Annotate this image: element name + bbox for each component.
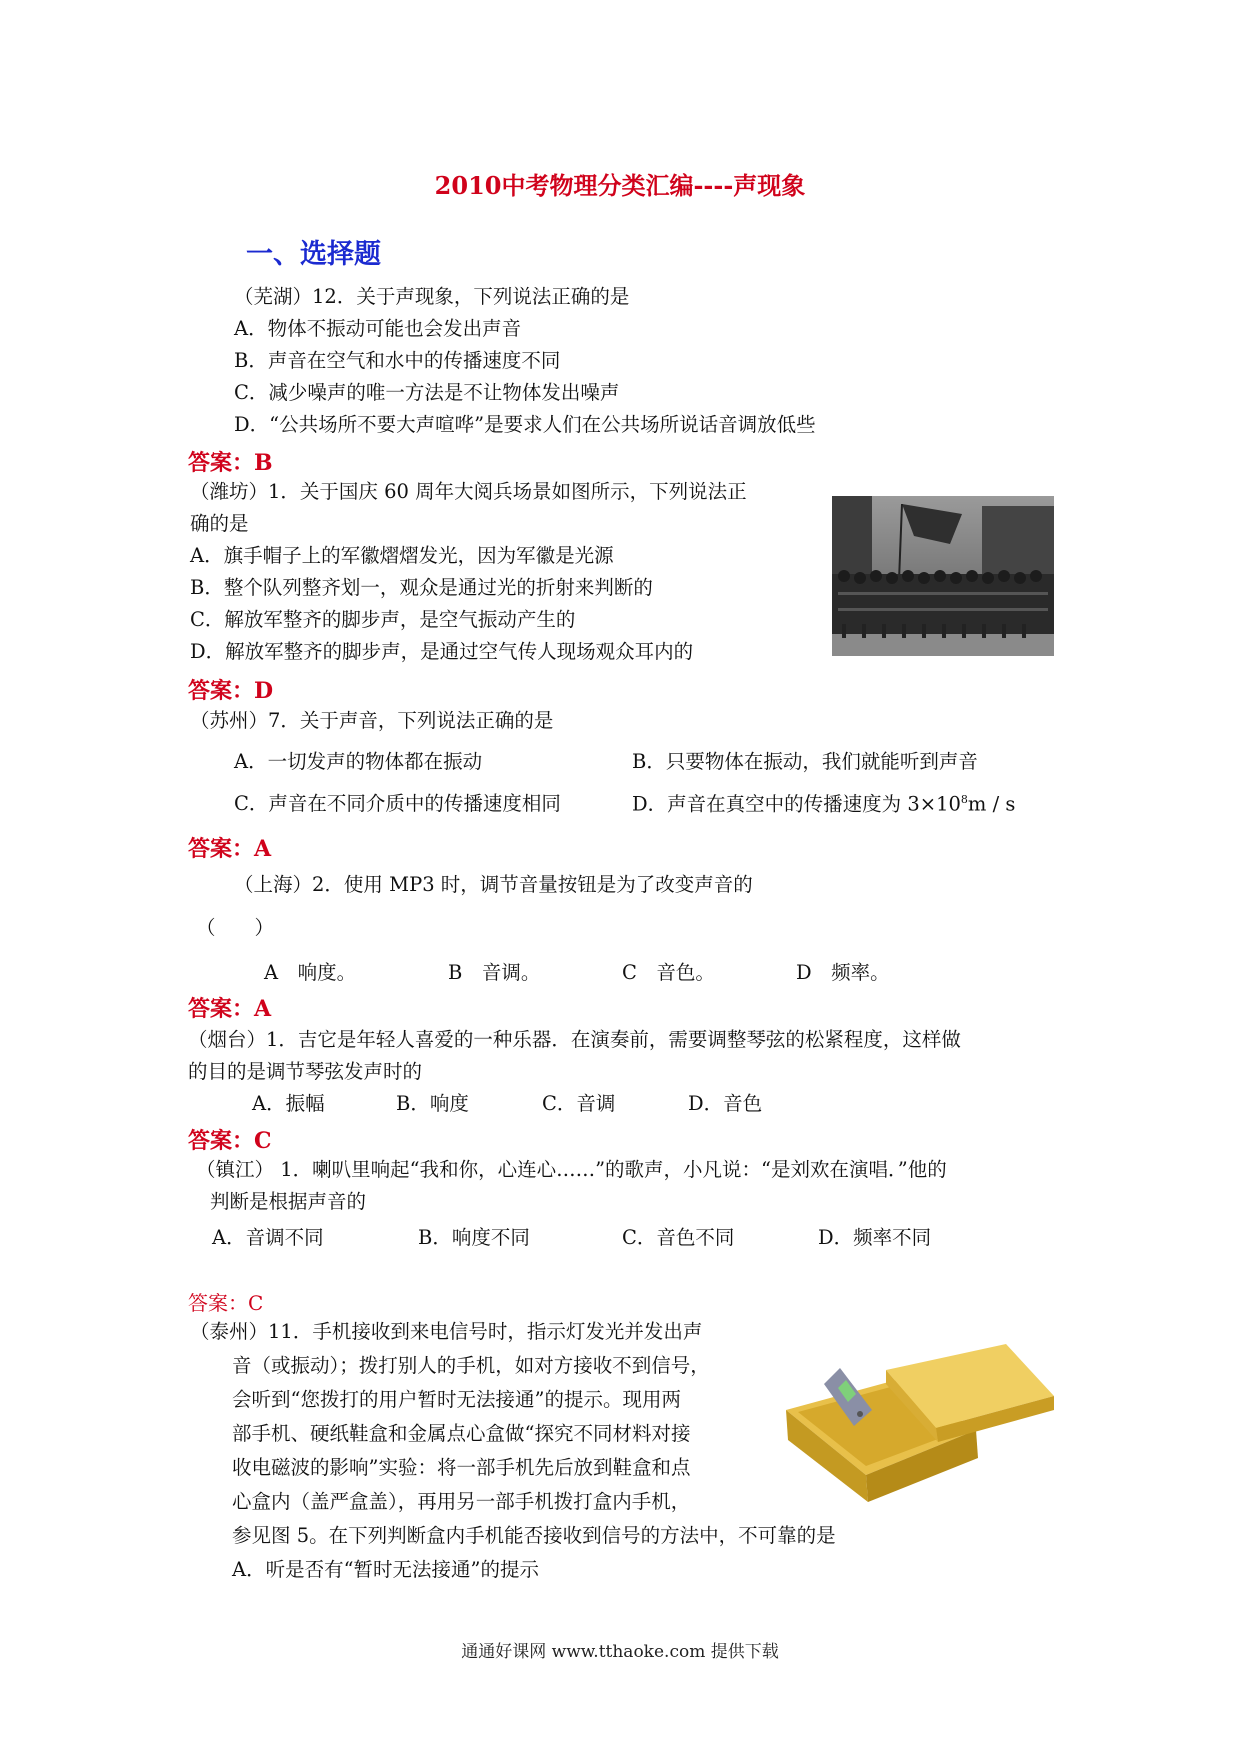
parade-photo (832, 496, 1054, 656)
answer-label: 答案：A (188, 996, 272, 1022)
question-stem-cont: 参见图 5。在下列判断盒内手机能否接收到信号的方法中，不可靠的是 (232, 1524, 836, 1547)
answer-blank: （ ） (196, 916, 275, 939)
option-d: D．“公共场所不要大声喧哗”是要求人们在公共场所说话音调放低些 (234, 413, 816, 436)
option-d: D．音色 (688, 1092, 763, 1115)
answer-label: 答案：B (188, 450, 273, 476)
option-a: A 响度。 (264, 961, 357, 984)
question-stem-cont: 会听到“您拨打的用户暂时无法接通”的提示。现用两 (232, 1388, 681, 1411)
answer-label: 答案：D (188, 678, 274, 704)
question-stem-cont: 收电磁波的影响”实验：将一部手机先后放到鞋盒和点 (232, 1456, 691, 1479)
option-b: B．整个队列整齐划一，观众是通过光的折射来判断的 (190, 576, 653, 599)
question-stem: （苏州）7．关于声音，下列说法正确的是 (190, 709, 554, 732)
option-c: C 音色。 (622, 961, 715, 984)
answer-label: 答案：C (188, 1291, 264, 1315)
option-b: B．响度 (396, 1092, 469, 1115)
page-footer: 通通好课网 www.tthaoke.com 提供下载 (461, 1642, 779, 1662)
option-c: C．解放军整齐的脚步声，是空气振动产生的 (190, 608, 576, 631)
option-b: B．声音在空气和水中的传播速度不同 (234, 349, 561, 372)
question-stem-cont: 部手机、硬纸鞋盒和金属点心盒做“探究不同材料对接 (232, 1422, 691, 1445)
answer-label: 答案：A (188, 836, 272, 862)
option-c: C．减少噪声的唯一方法是不让物体发出噪声 (234, 381, 620, 404)
option-d: D．频率不同 (818, 1226, 932, 1249)
option-b: B．响度不同 (418, 1226, 530, 1249)
page-title: 2010中考物理分类汇编----声现象 (434, 171, 806, 200)
question-stem: （芜湖）12．关于声现象，下列说法正确的是 (234, 285, 630, 308)
question-stem: （上海）2．使用 MP3 时，调节音量按钮是为了改变声音的 (234, 873, 753, 896)
option-c: C．声音在不同介质中的传播速度相同 (234, 792, 561, 815)
option-c: C．音色不同 (622, 1226, 735, 1249)
question-stem-cont: 心盒内（盖严盒盖），再用另一部手机拨打盒内手机， (232, 1490, 691, 1513)
section-heading: 一、选择题 (246, 239, 381, 270)
option-a: A．旗手帽子上的军徽熠熠发光，因为军徽是光源 (190, 544, 614, 567)
option-a: A．听是否有“暂时无法接通”的提示 (232, 1558, 540, 1581)
answer-label: 答案：C (188, 1128, 272, 1154)
phone-box-photo (776, 1340, 1058, 1508)
option-a: A．音调不同 (212, 1226, 324, 1249)
option-b: B．只要物体在振动，我们就能听到声音 (632, 750, 978, 773)
question-stem: （烟台）1．吉它是年轻人喜爱的一种乐器．在演奏前，需要调整琴弦的松紧程度，这样做 (188, 1028, 961, 1051)
question-stem: （潍坊）1．关于国庆 60 周年大阅兵场景如图所示，下列说法正 (190, 480, 747, 503)
option-b: B 音调。 (448, 961, 541, 984)
question-stem: （泰州）11．手机接收到来电信号时，指示灯发光并发出声 (190, 1320, 703, 1343)
option-c: C．音调 (542, 1092, 616, 1115)
question-stem-cont: 判断是根据声音的 (210, 1190, 367, 1213)
option-a: A．物体不振动可能也会发出声音 (234, 317, 522, 340)
question-stem-cont: 确的是 (190, 512, 249, 535)
option-a: A．振幅 (252, 1092, 325, 1115)
question-stem: （镇江） 1．喇叭里响起“我和你，心连心……”的歌声，小凡说：“是刘欢在演唱．”他的 (196, 1158, 947, 1181)
option-d: D 频率。 (796, 961, 890, 984)
option-d: D．解放军整齐的脚步声，是通过空气传人现场观众耳内的 (190, 640, 694, 663)
question-stem-cont: 音（或振动）；拨打别人的手机，如对方接收不到信号， (232, 1354, 710, 1377)
option-d: D．声音在真空中的传播速度为 $3\times 10^8m / s$ (632, 792, 1016, 816)
question-stem-cont: 的目的是调节琴弦发声时的 (188, 1060, 423, 1083)
option-a: A．一切发声的物体都在振动 (234, 750, 483, 773)
